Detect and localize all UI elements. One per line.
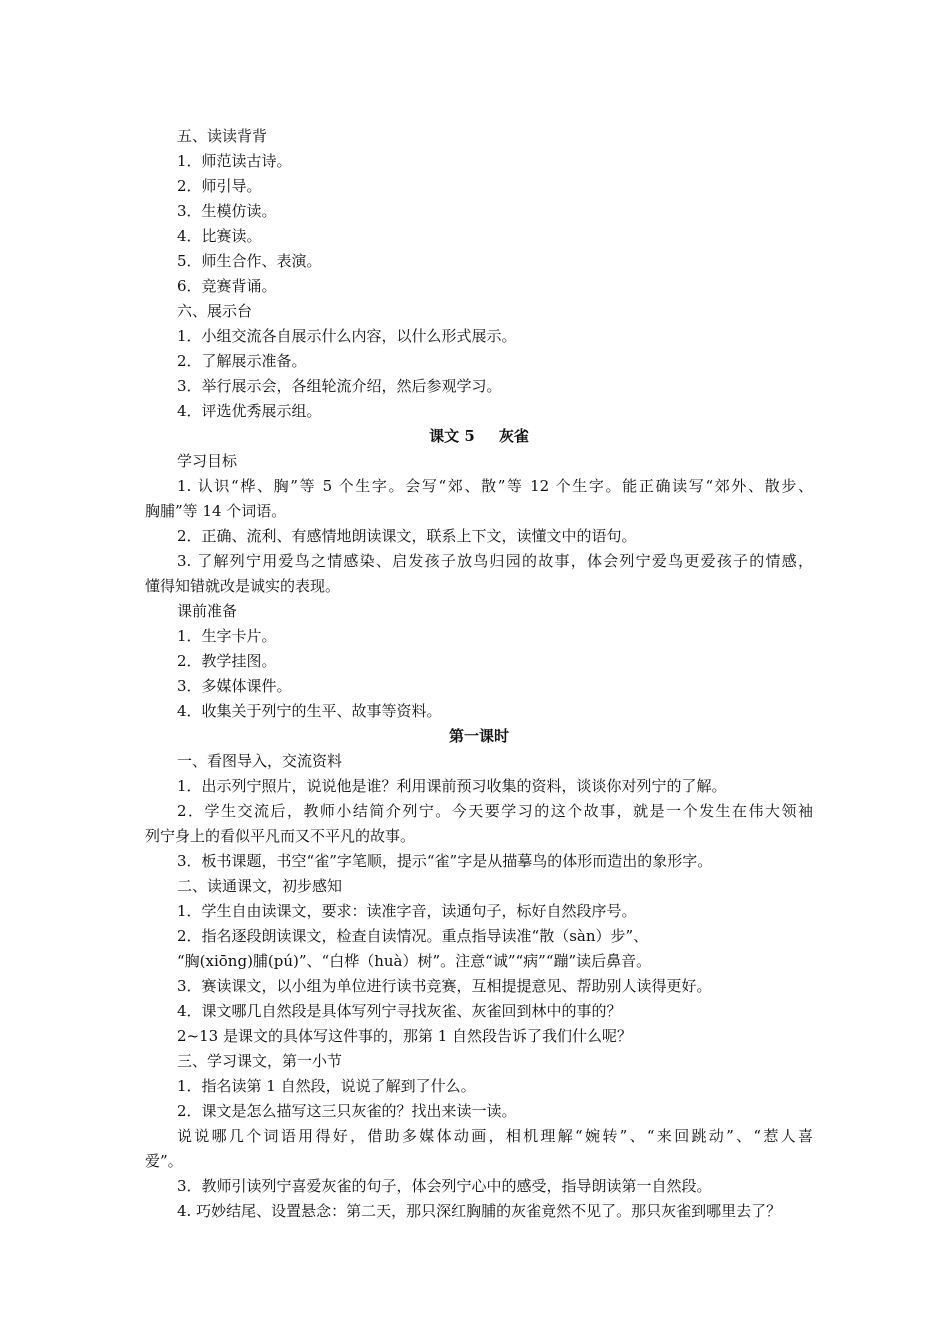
section-heading: 六、展示台	[177, 302, 253, 320]
list-item: 4．比赛读。	[177, 227, 262, 245]
paragraph-line: 3．赛读课文，以小组为单位进行读书竞赛，互相提提意见、帮助别人读得更好。	[177, 977, 712, 995]
paragraph-line: 说说哪几个词语用得好，借助多媒体动画，相机理解“婉转”、“来回跳动”、“惹人喜	[177, 1127, 813, 1145]
list-item: 4．评选优秀展示组。	[177, 402, 322, 420]
document-body	[145, 124, 813, 1224]
paragraph-line: 4．课文哪几自然段是具体写列宁寻找灰雀、灰雀回到林中的事的？	[177, 1002, 622, 1020]
paragraph-line: 列宁身上的看似平凡而又不平凡的故事。	[145, 827, 416, 845]
paragraph-line: 2．课文是怎么描写这三只灰雀的？找出来读一读。	[177, 1102, 517, 1120]
list-item: 6．竞赛背诵。	[177, 277, 277, 295]
section-heading: 五、读读背背	[177, 127, 268, 145]
paragraph-line: 3．教师引读列宁喜爱灰雀的句子，体会列宁心中的感受，指导朗读第一自然段。	[177, 1177, 712, 1195]
section-heading: 三、学习课文，第一小节	[177, 1052, 343, 1070]
lesson-number: 课文 5	[429, 427, 475, 445]
period-title: 第一课时	[448, 727, 509, 745]
list-item: 1．师范读古诗。	[177, 152, 292, 170]
lesson-name: 灰雀	[498, 427, 529, 445]
paragraph-line: 2．正确、流利、有感情地朗读课文，联系上下文，读懂文中的语句。	[177, 527, 637, 545]
list-item: 1．小组交流各自展示什么内容，以什么形式展示。	[177, 327, 517, 345]
list-item: 4．收集关于列宁的生平、故事等资料。	[177, 702, 442, 720]
paragraph-line: 2．指名逐段朗读课文，检查自读情况。重点指导读准“散（sàn）步”、	[177, 927, 649, 945]
list-item: 2．了解展示准备。	[177, 352, 307, 370]
prep-heading: 课前准备	[177, 602, 238, 620]
paragraph-line: 2．学生交流后，教师小结简介列宁。今天要学习的这个故事，就是一个发生在伟大领袖	[177, 802, 813, 820]
list-item: 3．举行展示会，各组轮流介绍，然后参观学习。	[177, 377, 502, 395]
paragraph-line: 4. 巧妙结尾、设置悬念：第二天，那只深红胸脯的灰雀竟然不见了。那只灰雀到哪里去了？	[177, 1202, 782, 1220]
paragraph-line: “胸(xiōng)脯(pú)”、“白桦（huà）树”。注意“诚”“病”“蹦”读后鼻音。	[177, 952, 652, 970]
paragraph-line: 2~13 是课文的具体写这件事的，那第 1 自然段告诉了我们什么呢？	[177, 1027, 633, 1045]
paragraph-line: 1. 认识“桦、胸”等 5 个生字。会写“郊、散”等 12 个生字。能正确读写“郊外、散步、	[177, 477, 813, 495]
paragraph-line: 1．出示列宁照片，说说他是谁？利用课前预习收集的资料，谈谈你对列宁的了解。	[177, 777, 727, 795]
paragraph-line: 1．指名读第 1 自然段，说说了解到了什么。	[177, 1077, 476, 1095]
lesson-title	[145, 424, 813, 449]
paragraph-line: 胸脯”等 14 个词语。	[145, 502, 287, 520]
paragraph-line: 3. 了解列宁用爱鸟之情感染、启发孩子放鸟归园的故事，体会列宁爱鸟更爱孩子的情感，	[177, 552, 813, 570]
paragraph-line: 1．学生自由读课文，要求：读准字音，读通句子，标好自然段序号。	[177, 902, 637, 920]
list-item: 3．生模仿读。	[177, 202, 277, 220]
paragraph-line: 爱”。	[145, 1152, 183, 1170]
paragraph-line: 3．板书课题，书空“雀”字笔顺，提示“雀”字是从描摹鸟的体形而造出的象形字。	[177, 852, 713, 870]
list-item: 2．师引导。	[177, 177, 262, 195]
list-item: 3．多媒体课件。	[177, 677, 292, 695]
section-heading: 一、看图导入，交流资料	[177, 752, 343, 770]
goals-heading: 学习目标	[177, 452, 238, 470]
paragraph-line: 懂得知错就改是诚实的表现。	[145, 577, 341, 595]
list-item: 2．教学挂图。	[177, 652, 277, 670]
section-heading: 二、读通课文，初步感知	[177, 877, 343, 895]
list-item: 5．师生合作、表演。	[177, 252, 322, 270]
list-item: 1．生字卡片。	[177, 627, 277, 645]
